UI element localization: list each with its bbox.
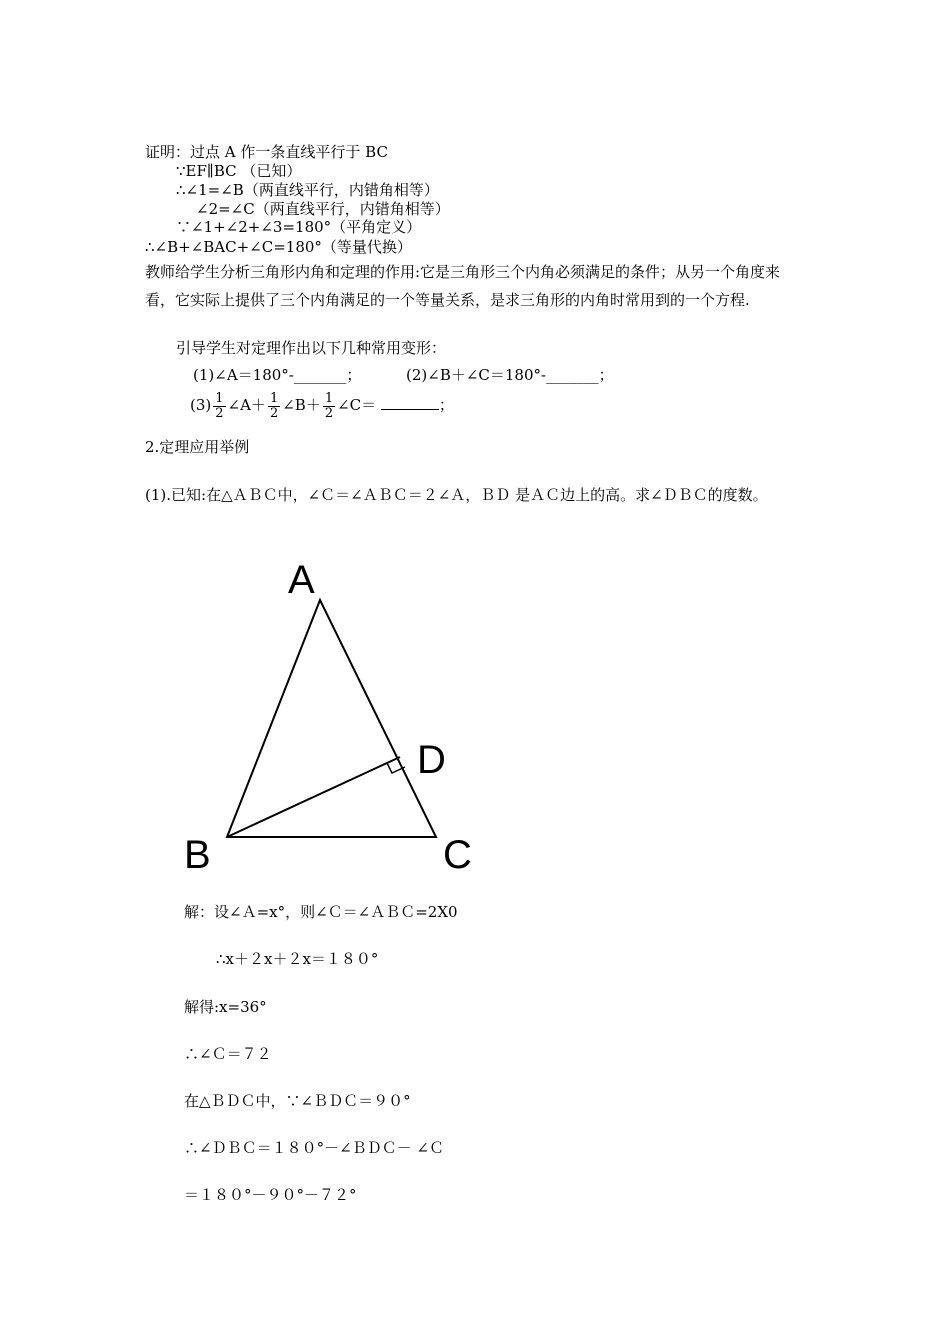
analysis-paragraph: 教师给学生分析三角形内角和定理的作用:它是三角形三个内角必须满足的条件；从另一个角度来看，它实际上提供了三个内角满足的一个等量关系，是求三角形的内角时常用到的一个方程.	[145, 263, 781, 309]
fraction-half	[268, 392, 280, 421]
right-angle-mark	[387, 763, 405, 773]
term-a: ∠A＋	[227, 396, 266, 414]
solution-line-6: ∴∠ＤＢＣ＝１８０°－∠ＢＤＣ－ ∠Ｃ	[184, 1139, 444, 1157]
solution-line-7: ＝１８０°－９０°－７２°	[184, 1186, 357, 1204]
label-b: B	[184, 833, 211, 877]
variant-2: (2)∠B＋∠C＝180°-_______；	[406, 366, 614, 384]
fraction-denominator: 2	[324, 405, 334, 421]
fraction-half	[323, 392, 335, 421]
proof-line-3: ∴∠1=∠B（两直线平行，内错角相等）	[176, 181, 439, 199]
variant-3	[190, 387, 454, 423]
triangle-figure	[170, 545, 490, 880]
variant-1: (1)∠A＝180°-_______；	[193, 366, 362, 384]
solution-line-1: 解：设∠Ａ=x°，则∠Ｃ＝∠ＡＢＣ=2X0	[184, 903, 458, 921]
problem-statement: (1).已知:在△ＡＢＣ中，∠Ｃ＝∠ＡＢＣ＝２∠Ａ，ＢＤ 是ＡＣ边上的高。求∠ＤＢＣ的度数。	[145, 486, 768, 504]
solution-line-4: ∴∠Ｃ＝７２	[184, 1045, 272, 1063]
fraction-denominator: 2	[269, 405, 279, 421]
triangle-abc	[227, 600, 436, 837]
label-a: A	[288, 558, 315, 602]
proof-line-5: ∵∠1+∠2+∠3=180°（平角定义）	[176, 218, 422, 236]
solution-line-2: ∴x＋２x＋２x＝１８０°	[216, 950, 379, 968]
fraction-half	[213, 392, 225, 421]
proof-line-2: ∵EF∥BC （已知）	[176, 162, 302, 180]
fraction-numerator: 1	[269, 390, 279, 406]
fraction-numerator: 1	[215, 390, 224, 406]
solution-line-5: 在△ＢＤＣ中，∵∠ＢＤＣ＝９０°	[184, 1092, 411, 1110]
section-title: 2.定理应用举例	[145, 438, 250, 456]
term-c: ∠C＝	[337, 396, 377, 414]
label-c: C	[443, 833, 472, 877]
fraction-denominator: 2	[215, 405, 224, 421]
answer-blank	[381, 395, 439, 410]
label-d: D	[417, 738, 446, 782]
fraction-numerator: 1	[324, 390, 334, 406]
solution-line-3: 解得:x=36°	[184, 998, 267, 1016]
variant-3-prefix: (3)	[190, 396, 212, 414]
term-b: ∠B＋	[282, 396, 321, 414]
proof-line-1: 证明：过点 A 作一条直线平行于 BC	[145, 143, 388, 161]
guide-text: 引导学生对定理作出以下几种常用变形：	[176, 339, 447, 357]
variant-3-suffix: ；	[438, 396, 454, 414]
proof-line-4: ∠2=∠C（两直线平行，内错角相等）	[196, 200, 450, 218]
proof-line-6: ∴∠B+∠BAC+∠C=180°（等量代换）	[145, 238, 412, 256]
